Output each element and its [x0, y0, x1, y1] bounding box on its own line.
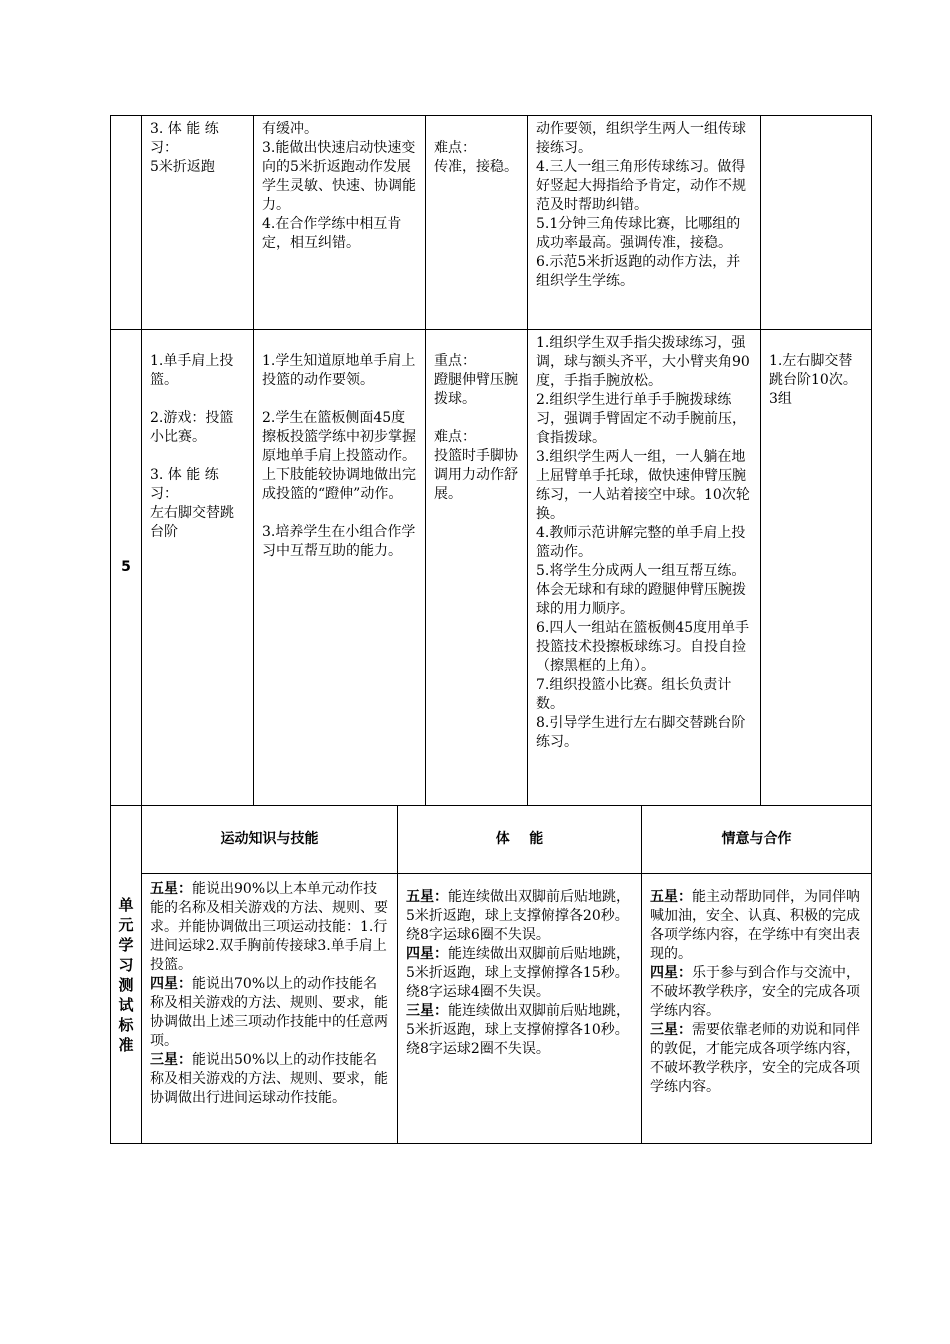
objective-item-1: 1.学生知道原地单手肩上投篮的动作要领。 [262, 353, 416, 388]
skills-standards-cell [142, 874, 398, 1144]
keypoints-text: 难点： 传准，接稳。 [434, 140, 518, 175]
skills-four-star: 四星：能说出70%以上的动作技能名称及相关游戏的方法、规则、要求，能协调做出上述三项动作技能中的任意两项。 [150, 976, 388, 1049]
objectives-cell [254, 116, 426, 330]
content-cell [142, 116, 254, 330]
content-text: 3. 体 能 练 习： 5米折返跑 [150, 121, 219, 175]
header-cooperation: 情意与合作 [642, 806, 872, 874]
assessment-standards-table [110, 805, 872, 1144]
fitness-five-star: 五星：能连续做出双脚前后贴地跳，5米折返跑，球上支撑俯撑各20秒。绕8字运球6圈不失误。 [406, 889, 630, 943]
content-item-2: 2.游戏：投篮小比赛。 [150, 410, 234, 445]
activities-text: 1.组织学生双手指尖拨球练习，强调，球与额头齐平，大小臂夹角90度，手指手腕放松。 2.组织学生进行单手手腕拨球练习，强调手臂固定不动手腕前压，食指拨球。 3.组织学生两人一组，一人躺在地上屈臂单手托球，做快速伸臂压腕练习，一人站着接空中球。10次轮换。 4.教师示范讲解完整的单手肩上投篮动作。 5.将学生分成两人一组互帮互练。体会无球和有球的蹬腿伸臂压腕拨球的用力顺序。 6.四人一组站在篮板侧45度用单手投篮技术投擦板球练习。自投自捡（擦黑框的上角）。 7.组织投篮小比赛。组长负责计数。 8.引导学生进行左右脚交替跳台阶练习。 [536, 335, 750, 750]
lesson-number: 5 [111, 330, 142, 806]
cooperation-four-star: 四星：乐于参与到合作与交流中，不破坏教学秩序，安全的完成各项学练内容。 [650, 965, 860, 1019]
cooperation-three-star: 三星：需要依靠老师的劝说和同伴的敦促，才能完成各项学练内容，不破坏教学秩序，安全的完成各项学练内容。 [650, 1022, 860, 1095]
skills-three-star: 三星：能说出50%以上的动作技能名称及相关游戏的方法、规则、要求，能协调做出行进间运球动作技能。 [150, 1052, 388, 1106]
content-item-3: 3. 体 能 练 习： 左右脚交替跳台阶 [150, 467, 234, 540]
objective-item-3: 3.培养学生在小组合作学习中互帮互助的能力。 [262, 524, 416, 559]
header-skills: 运动知识与技能 [142, 806, 398, 874]
lesson-number-cell [111, 116, 142, 330]
lesson-row-previous [111, 116, 872, 330]
content-item-1: 1.单手肩上投篮。 [150, 353, 234, 388]
content-cell [142, 330, 254, 806]
homework-cell [761, 330, 872, 806]
fitness-three-star: 三星：能连续做出双脚前后贴地跳，5米折返跑，球上支撑俯撑各10秒。绕8字运球2圈不失误。 [406, 1003, 630, 1057]
objectives-cell [254, 330, 426, 806]
keypoint-difficulty: 难点： 投篮时手脚协调用力动作舒展。 [434, 429, 518, 502]
keypoint-focus: 重点： 蹬腿伸臂压腕拨球。 [434, 353, 518, 407]
activities-cell [528, 330, 761, 806]
header-fitness: 体 能 [398, 806, 642, 874]
keypoints-cell [426, 116, 528, 330]
homework-cell [761, 116, 872, 330]
keypoints-cell [426, 330, 528, 806]
standards-body-row [111, 874, 872, 1144]
cooperation-five-star: 五星：能主动帮助同伴，为同伴呐喊加油，安全、认真、积极的完成各项学练内容，在学练中有突出表现的。 [650, 889, 860, 962]
lesson-plan-table [110, 115, 872, 806]
cooperation-standards-cell [642, 874, 872, 1144]
objectives-text: 有缓冲。 3.能做出快速启动快速变向的5米折返跑动作发展学生灵敏、快速、协调能力。 4.在合作学练中相互肯定，相互纠错。 [262, 121, 416, 251]
activities-cell [528, 116, 761, 330]
skills-five-star: 五星：能说出90%以上本单元动作技能的名称及相关游戏的方法、规则、要求。并能协调做出三项运动技能：1.行进间运球2.双手胸前传接球3.单手肩上投篮。 [150, 881, 388, 973]
activities-text: 动作要领，组织学生两人一组传球接练习。 4.三人一组三角形传球练习。做得好竖起大拇指给予肯定，动作不规范及时帮助纠错。 5.1分钟三角传球比赛，比哪组的成功率最高。强调传准，接稳。 6.示范5米折返跑的动作方法，并组织学生学练。 [536, 121, 746, 289]
standards-side-label: 单 元 学 习 测 试 标 准 [111, 806, 142, 1144]
fitness-four-star: 四星：能连续做出双脚前后贴地跳，5米折返跑，球上支撑俯撑各15秒。绕8字运球4圈不失误。 [406, 946, 630, 1000]
fitness-standards-cell [398, 874, 642, 1144]
standards-header-row [111, 806, 872, 874]
lesson-row-5 [111, 330, 872, 806]
homework-text: 1.左右脚交替跳台阶10次。3组 [769, 353, 857, 407]
objective-item-2: 2.学生在篮板侧面45度擦板投篮学练中初步掌握原地单手肩上投篮动作。上下肢能较协调地做出完成投篮的“蹬伸”动作。 [262, 410, 416, 502]
